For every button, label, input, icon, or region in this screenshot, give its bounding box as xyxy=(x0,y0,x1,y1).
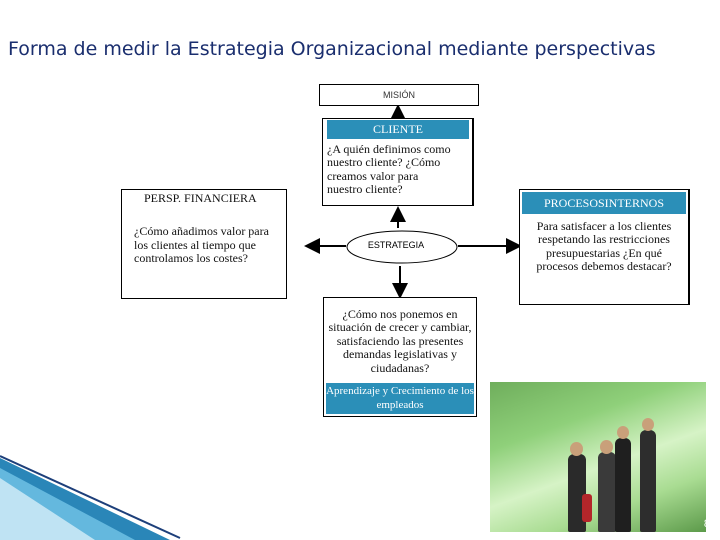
estrategia-label: ESTRATEGIA xyxy=(367,240,425,250)
mision-box: MISIÓN xyxy=(319,84,479,106)
cliente-box xyxy=(322,118,474,206)
financiera-header: PERSP. FINANCIERA xyxy=(144,191,257,205)
estrategia-node xyxy=(346,230,458,264)
procesos-box xyxy=(519,189,690,305)
financiera-box xyxy=(121,189,287,299)
page-title: Forma de medir la Estrategia Organizacional mediante perspectivas xyxy=(8,38,656,60)
aprendizaje-box xyxy=(323,297,477,417)
cliente-text: ¿A quién definimos como nuestro cliente? ¿Cómo creamos valor para nuestro cliente? xyxy=(327,142,451,197)
financiera-text: ¿Cómo añadimos valor para los clientes al tiempo que controlamos los costes? xyxy=(134,224,269,266)
aprendizaje-header: Aprendizaje y Crecimiento de los empleados xyxy=(326,383,474,414)
business-handshake-photo xyxy=(490,382,706,532)
cliente-header: CLIENTE xyxy=(327,120,469,139)
aprendizaje-question: ¿Cómo nos ponemos en situación de crecer y cambiar, satisfaciendo las presentes demandas legislativas y ciudadanas? xyxy=(328,307,472,375)
page-number: 8 xyxy=(703,518,710,530)
procesos-header: PROCESOSINTERNOS xyxy=(522,192,686,214)
procesos-text: Para satisfacer a los clientes respetando las restricciones presupuestarias ¿En qué procesos debemos destacar? xyxy=(536,219,672,274)
